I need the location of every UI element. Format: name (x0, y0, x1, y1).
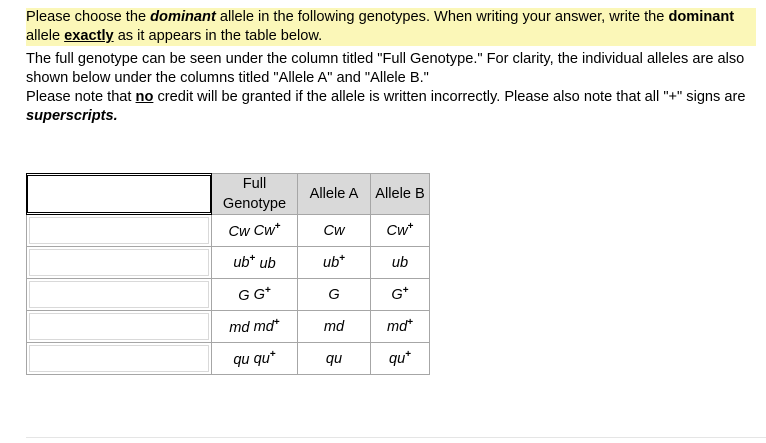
answer-cell[interactable] (27, 343, 212, 375)
answer-header-cell (27, 174, 212, 215)
full-genotype-allele-1: md (229, 319, 250, 336)
allele-a-value: Cw (323, 222, 345, 239)
instructions (26, 8, 756, 126)
instruction-dominant: dominant (150, 9, 216, 25)
allele-b-value: ub (391, 254, 409, 271)
instruction-text: Please note that (26, 89, 136, 105)
plus-superscript: + (407, 221, 414, 233)
allele-a-cell (298, 343, 371, 375)
answer-input[interactable] (29, 345, 209, 372)
full-genotype-cell (212, 215, 298, 247)
allele-a-cell (298, 247, 371, 279)
full-genotype-allele-2: md+ (253, 317, 280, 336)
instruction-highlighted (26, 8, 756, 46)
full-genotype-cell (212, 343, 298, 375)
full-genotype-allele-2: G+ (253, 285, 271, 304)
plus-superscript: + (249, 253, 256, 265)
table-row (27, 247, 430, 279)
answer-cell[interactable] (27, 247, 212, 279)
header-allele-b: Allele B (371, 174, 430, 215)
answer-cell[interactable] (27, 279, 212, 311)
full-genotype-allele-1: G (238, 287, 250, 304)
answer-input[interactable] (29, 313, 209, 340)
instruction-paragraph: The full genotype can be seen under the column titled "Full Genotype." For clarity, the individual alleles are also shown below under the columns titled "Allele A" and "Allele B." (26, 51, 745, 86)
full-genotype-cell (212, 279, 298, 311)
answer-input[interactable] (29, 249, 209, 276)
full-genotype-allele-1: ub+ (233, 253, 256, 272)
allele-b-cell (371, 311, 430, 343)
plus-superscript: + (264, 285, 271, 297)
allele-b-value: G+ (391, 285, 409, 304)
full-genotype-allele-2: qu+ (253, 349, 276, 368)
allele-a-value: md (323, 318, 345, 335)
allele-b-cell (371, 215, 430, 247)
plus-superscript: + (402, 285, 409, 297)
allele-a-value: G (328, 286, 340, 303)
full-genotype-cell (212, 247, 298, 279)
allele-b-cell (371, 247, 430, 279)
allele-b-value: qu+ (388, 349, 412, 368)
instruction-text: as it appears in the table below. (113, 28, 323, 44)
instruction-exactly: exactly (64, 28, 114, 44)
allele-b-cell (371, 279, 430, 311)
answer-input[interactable] (29, 217, 209, 244)
allele-b-value: Cw+ (386, 221, 414, 240)
table-row (27, 343, 430, 375)
instruction-text: allele in the following genotypes. When writing your answer, write the (215, 9, 669, 25)
answer-header-box (27, 175, 211, 213)
plus-superscript: + (269, 349, 276, 361)
instruction-dominant: dominant (668, 9, 735, 25)
full-genotype-allele-1: qu (233, 351, 250, 368)
table-row (27, 215, 430, 247)
answer-cell[interactable] (27, 311, 212, 343)
header-allele-a: Allele A (298, 174, 371, 215)
allele-a-cell (298, 279, 371, 311)
instruction-no: no (135, 89, 154, 105)
plus-superscript: + (407, 317, 414, 329)
full-genotype-allele-1: Cw (228, 223, 250, 240)
plus-superscript: + (274, 221, 281, 233)
full-genotype-cell (212, 311, 298, 343)
plus-superscript: + (273, 317, 280, 329)
allele-a-value: qu (325, 350, 343, 367)
divider (26, 437, 766, 438)
allele-a-cell (298, 311, 371, 343)
full-genotype-allele-2: ub (259, 255, 276, 272)
allele-a-value: ub+ (322, 253, 346, 272)
table-header-row (27, 174, 430, 215)
plus-superscript: + (405, 349, 412, 361)
genotype-table (26, 173, 430, 375)
instruction-note (26, 88, 756, 126)
allele-b-cell (371, 343, 430, 375)
table-row (27, 279, 430, 311)
plus-superscript: + (339, 253, 346, 265)
instruction-text: allele (26, 28, 65, 44)
allele-b-value: md+ (386, 317, 414, 336)
allele-a-cell (298, 215, 371, 247)
instruction-text: Please choose the (26, 9, 151, 25)
answer-input[interactable] (29, 281, 209, 308)
full-genotype-allele-2: Cw+ (253, 221, 281, 240)
instruction-superscripts: superscripts. (26, 108, 118, 124)
table-row (27, 311, 430, 343)
header-full-genotype: Full Genotype (212, 174, 298, 215)
instruction-text: credit will be granted if the allele is written incorrectly. Please also note that all "+" signs are (153, 89, 746, 105)
answer-cell[interactable] (27, 215, 212, 247)
